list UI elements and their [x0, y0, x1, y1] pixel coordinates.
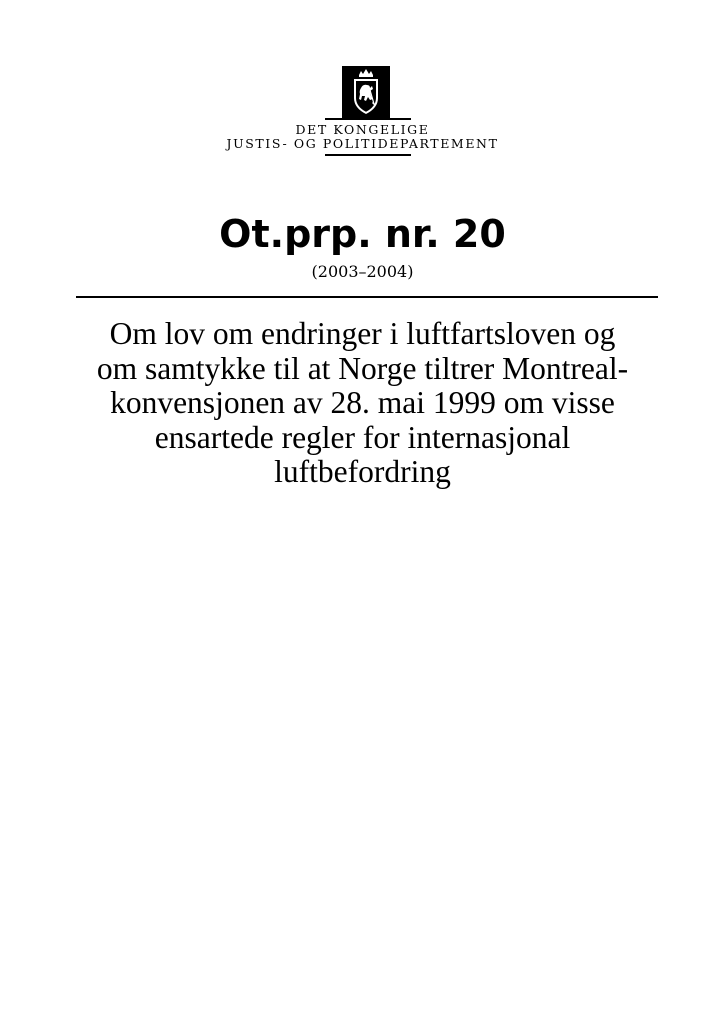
department-name-line1: DET KONGELIGE [295, 122, 430, 137]
subject-line: luftbefordring [274, 454, 451, 489]
department-name-line2: JUSTIS- OG POLITIDEPARTEMENT [226, 136, 499, 151]
subject-line: konvensjonen av 28. mai 1999 om visse [110, 385, 615, 420]
document-title: Ot.prp. nr. 20 [219, 212, 506, 256]
document-session-years: (2003–2004) [311, 262, 414, 281]
header-rule-top [325, 118, 411, 120]
document-subject [70, 317, 655, 490]
coat-of-arms-icon [342, 66, 390, 118]
subject-line: Om lov om endringer i luftfartsloven og [109, 316, 616, 351]
title-divider [76, 296, 658, 298]
subject-line: om samtykke til at Norge tiltrer Montreal- [96, 350, 629, 386]
header-rule-bottom [325, 154, 411, 156]
subject-line: ensartede regler for internasjonal [154, 419, 571, 455]
